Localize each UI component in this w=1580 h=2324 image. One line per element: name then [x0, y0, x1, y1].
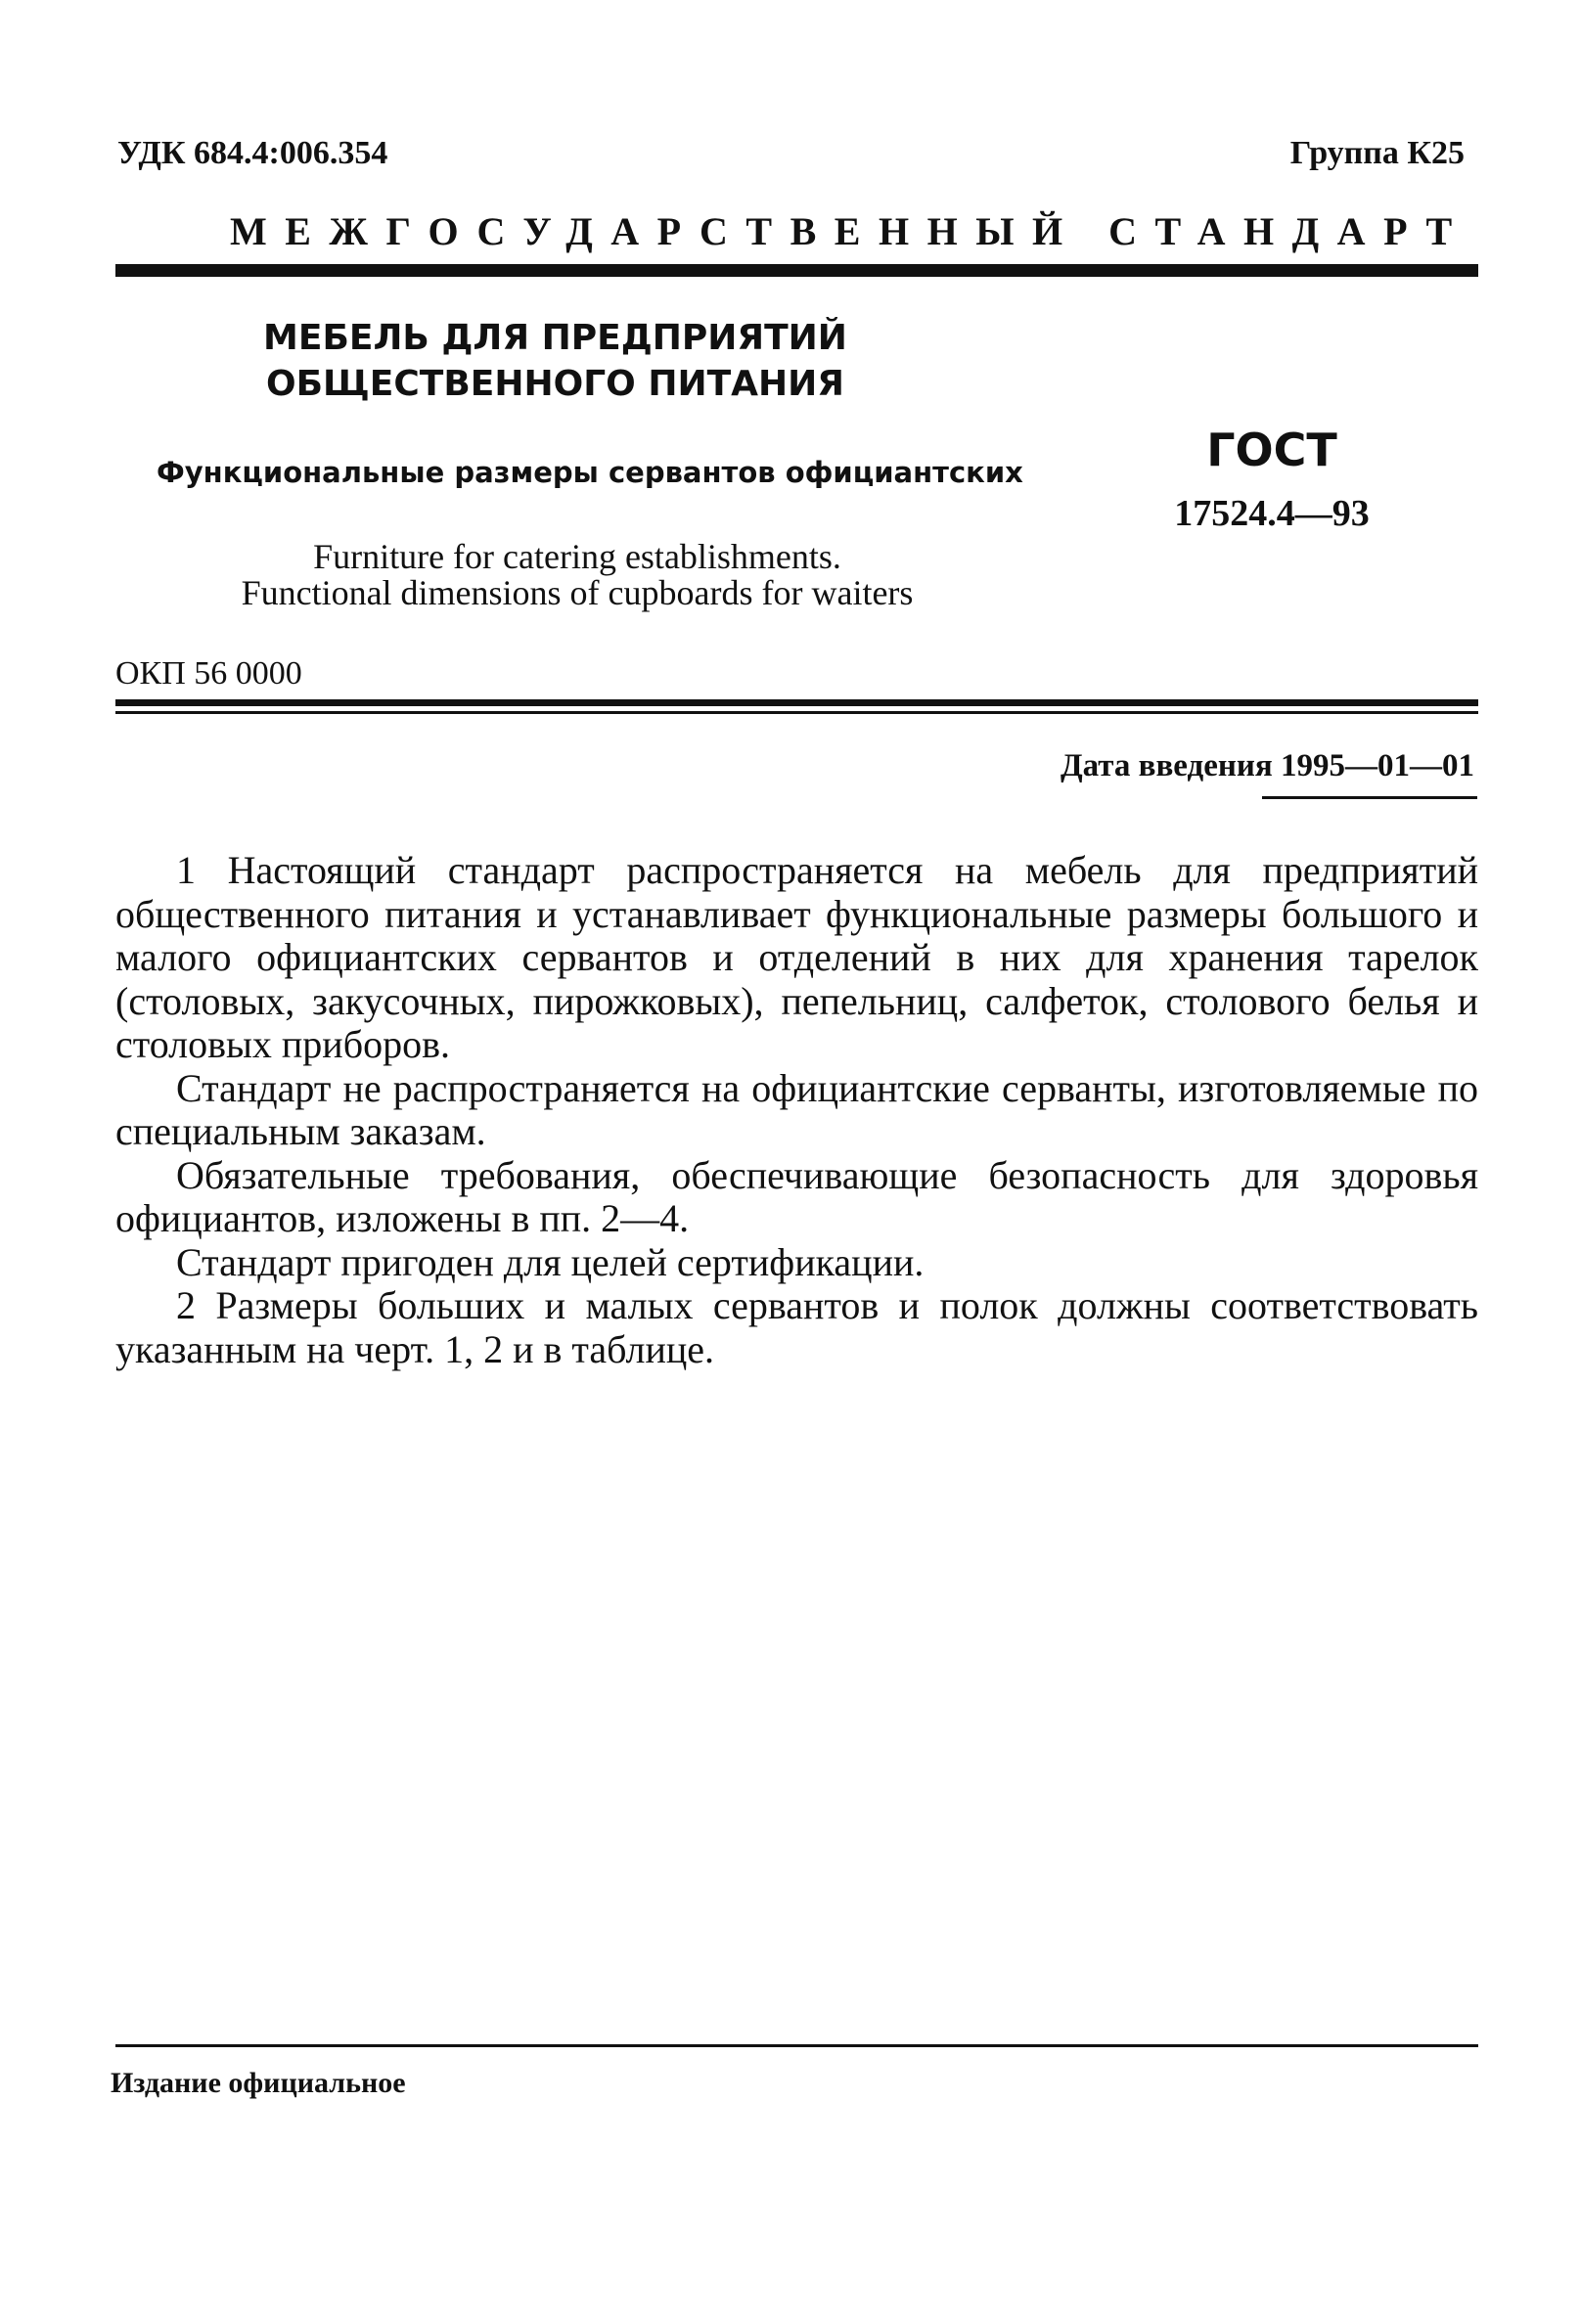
okp-code: ОКП 56 0000: [115, 655, 302, 692]
english-title-line2: Functional dimensions of cupboards for waiters: [241, 573, 914, 612]
paragraph-exclusion: Стандарт не распространяется на официантские серванты, изготовляемые по специальным заказам.: [115, 1065, 1478, 1153]
paragraph-dimensions: 2 Размеры больших и малых сервантов и полок должны соответствовать указанным на черт. 1, 2 и в таблице.: [115, 1283, 1478, 1371]
document-body: [115, 849, 1478, 1371]
document-title-line2: ОБЩЕСТВЕННОГО ПИТАНИЯ: [266, 364, 844, 404]
paragraph-scope: 1 Настоящий стандарт распространяется на мебель для предприятий общественного питания и устанавливает функциональные размеры большого и малого официантских сервантов и отделений в них для хранения тарелок (столовых, закусочных, пирожковых), пепельниц, салфеток, столового белья и столовых приборов.: [115, 848, 1478, 1066]
okp-divider-thin: [115, 711, 1478, 714]
classification-group: Группа К25: [1289, 135, 1465, 171]
effective-date-underline: [1262, 796, 1477, 799]
effective-date: Дата введения 1995—01—01: [1060, 748, 1474, 783]
header-divider-thick: [115, 264, 1478, 277]
paragraph-certification: Стандарт пригоден для целей сертификации.: [176, 1239, 925, 1284]
document-subtitle: Функциональные размеры сервантов официантских: [157, 456, 1023, 489]
paragraph-safety: Обязательные требования, обеспечивающие безопасность для здоровья официантов, изложены в пп. 2—4.: [115, 1152, 1478, 1240]
udk-code: УДК 684.4:006.354: [117, 135, 388, 171]
document-title-line1: МЕБЕЛЬ ДЛЯ ПРЕДПРИЯТИЙ: [263, 318, 847, 358]
okp-divider-thick: [115, 699, 1478, 706]
gost-label: ГОСТ: [1206, 424, 1337, 476]
gost-number: 17524.4—93: [1174, 493, 1370, 534]
standard-type-heading: МЕЖГОСУДАРСТВЕННЫЙ СТАНДАРТ: [230, 209, 1470, 253]
footer-divider: [115, 2044, 1478, 2047]
english-title-line1: Furniture for catering establishments.: [313, 537, 841, 576]
official-edition-note: Издание официальное: [111, 2067, 406, 2099]
